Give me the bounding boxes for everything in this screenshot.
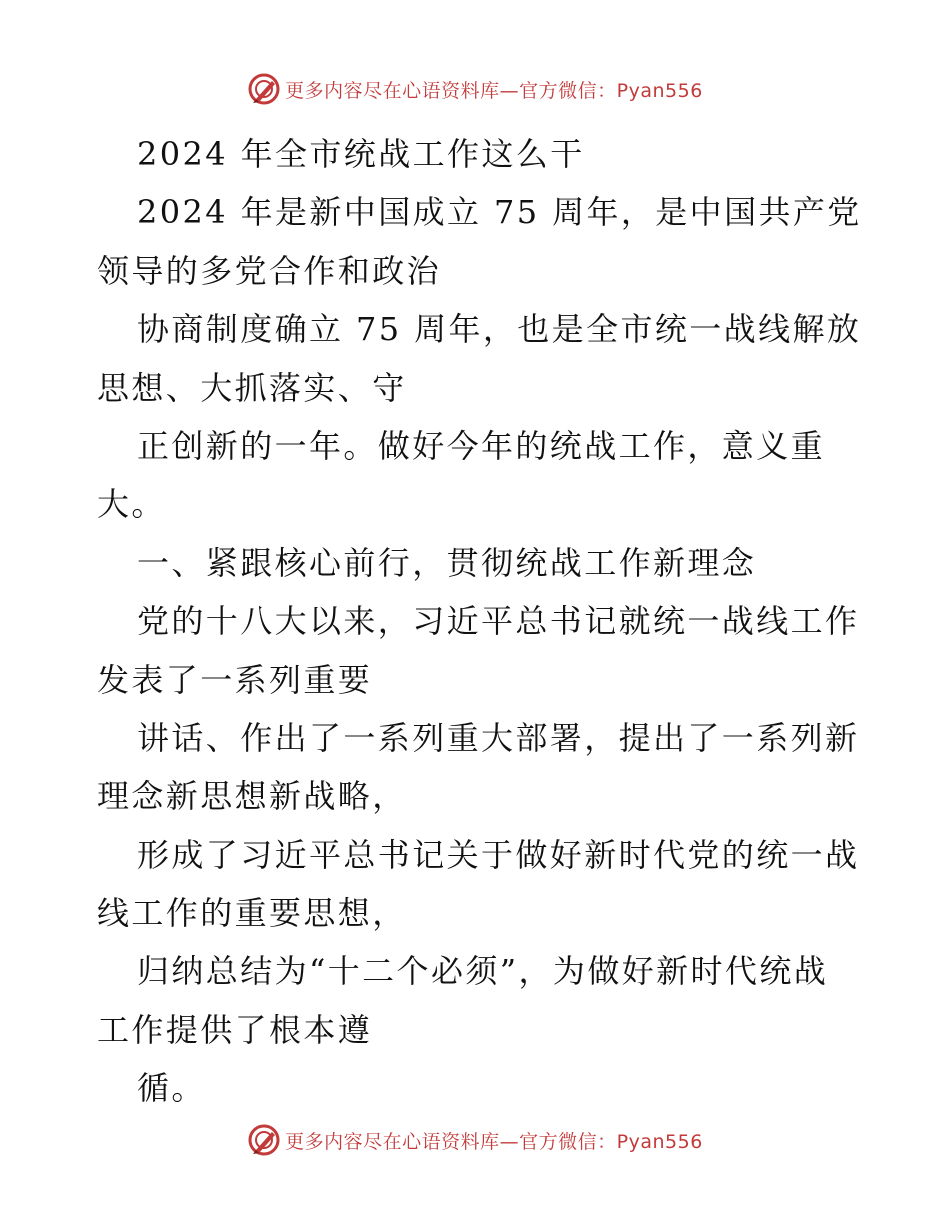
line-9: 党的十八大以来，习近平总书记就统一战线工作 — [137, 602, 860, 641]
line-1: 2024 年全市统战工作这么干 — [137, 135, 585, 173]
line-3: 领导的多党合作和政治 — [97, 251, 442, 290]
pen-logo-icon — [247, 72, 281, 106]
footer-watermark — [0, 1123, 950, 1157]
line-7: 大。 — [97, 485, 166, 524]
line-14: 线工作的重要思想， — [97, 894, 407, 933]
line-17: 循。 — [137, 1069, 206, 1108]
line-15: 归纳总结为“十二个必须”，为做好新时代统战 — [137, 952, 829, 991]
line-10: 发表了一系列重要 — [97, 660, 373, 699]
pen-logo-icon — [247, 1123, 281, 1157]
line-2: 2024 年是新中国成立 75 周年，是中国共产党 — [137, 193, 862, 232]
document-body — [97, 125, 862, 1118]
line-16: 工作提供了根本遵 — [97, 1010, 373, 1049]
watermark-text: 更多内容尽在心语资料库—官方微信：Pyan556 — [285, 79, 703, 102]
line-13: 形成了习近平总书记关于做好新时代党的统一战 — [137, 835, 860, 874]
line-11: 讲话、作出了一系列重大部署，提出了一系列新 — [137, 718, 860, 757]
line-6: 正创新的一年。做好今年的统战工作，意义重 — [137, 426, 826, 465]
header-watermark — [0, 72, 950, 106]
line-8: 一、紧跟核心前行，贯彻统战工作新理念 — [137, 543, 757, 582]
line-4: 协商制度确立 75 周年，也是全市统一战线解放 — [137, 310, 862, 349]
line-12: 理念新思想新战略， — [97, 777, 407, 816]
line-5: 思想、大抓落实、守 — [97, 368, 407, 407]
watermark-text: 更多内容尽在心语资料库—官方微信：Pyan556 — [285, 1130, 703, 1153]
